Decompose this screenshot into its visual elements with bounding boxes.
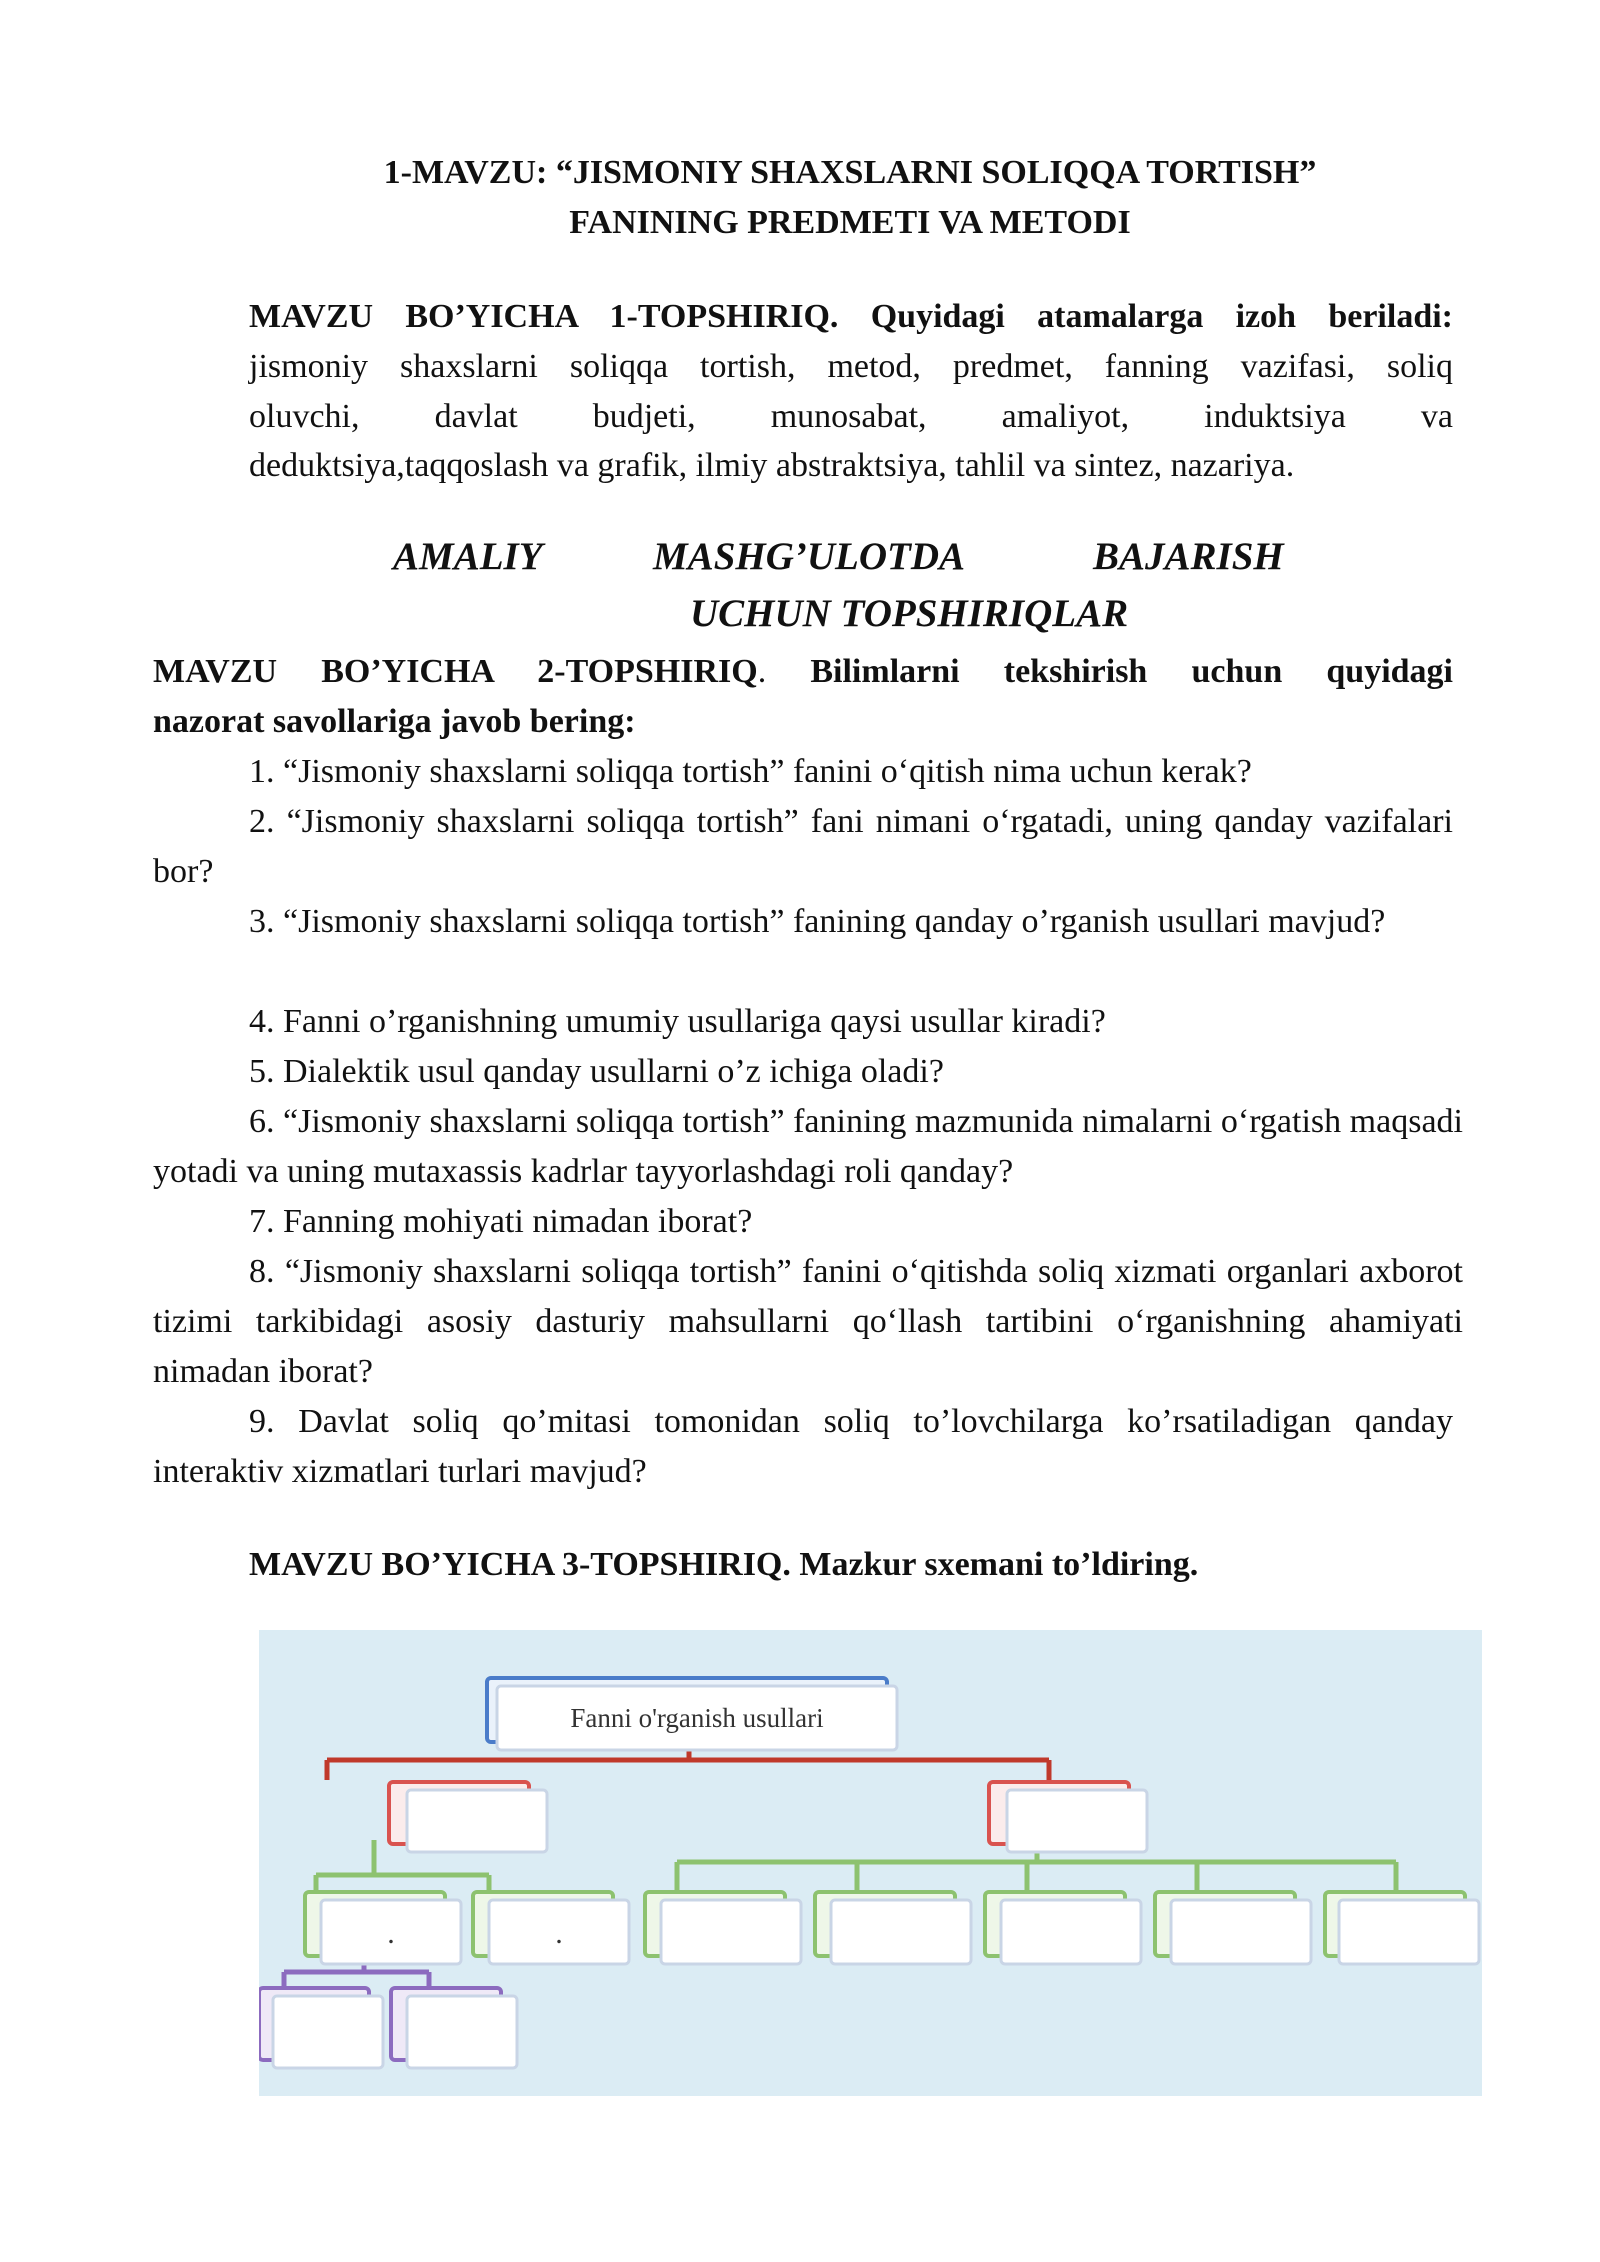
question-item: 4. Fanni o’rganishning umumiy usullariga qaysi usullar kiradi? <box>249 1003 1106 1040</box>
subheading-word-bajarish: BAJARISH <box>1093 535 1284 578</box>
question-item: 2. “Jismoniy shaxslarni soliqqa tortish” fani nimani o‘rgatadi, uning qanday vazifalari bor? <box>153 803 1453 890</box>
scheme-level3-box <box>391 1988 517 2068</box>
task1-terms-line-3: deduktsiya,taqqoslash va grafik, ilmiy abstraktsiya, tahlil va sintez, nazariya. <box>249 447 1295 485</box>
scheme-level2-box <box>1325 1892 1479 1964</box>
subheading-word-mashgulotda: MASHG’ULOTDA <box>653 535 966 578</box>
task3-heading: MAVZU BO’YICHA 3-TOPSHIRIQ. Mazkur sxemani to’ldiring. <box>249 1546 1199 1583</box>
scheme-level1-box-right <box>989 1782 1147 1852</box>
subheading-line-2: UCHUN TOPSHIRIQLAR <box>690 592 1129 635</box>
task2-heading-line-2: nazorat savollariga javob bering: <box>153 703 636 740</box>
scheme-root-label: Fanni o'rganish usullari <box>570 1703 824 1733</box>
question-item: 3. “Jismoniy shaxslarni soliqqa tortish” fanining qanday o’rganish usullari mavjud? <box>249 903 1386 940</box>
question-item: 7. Fanning mohiyati nimadan iborat? <box>249 1203 753 1240</box>
task1-heading: MAVZU BO’YICHA 1-TOPSHIRIQ. Quyidagi atamalarga izoh beriladi: <box>249 298 1453 335</box>
page-title-line-2: FANINING PREDMETI VA METODI <box>569 204 1131 241</box>
scheme-root-box <box>487 1678 897 1750</box>
subheading-word-amaliy: AMALIY <box>393 535 543 578</box>
question-item: 6. “Jismoniy shaxslarni soliqqa tortish” fanining mazmunida nimalarni o‘rgatish maqsadi yotadi va uning mutaxassis kadrlar tayyorlashdagi roli qanday? <box>153 1103 1463 1190</box>
task1-terms-line-2: oluvchi, davlat budjeti, munosabat, amaliyot, induktsiya va <box>249 397 1453 435</box>
task1-block <box>249 292 1453 491</box>
scheme-level2-box <box>1155 1892 1311 1964</box>
question-item: 1. “Jismoniy shaxslarni soliqqa tortish” fanini o‘qitish nima uchun kerak? <box>249 753 1252 790</box>
scheme-diagram <box>259 1630 1482 2096</box>
scheme-dot: . <box>387 1917 395 1950</box>
task1-terms-line-1: jismoniy shaxslarni soliqqa tortish, metod, predmet, fanning vazifasi, soliq <box>249 347 1453 385</box>
question-item: 9. Davlat soliq qo’mitasi tomonidan soliq to’lovchilarga ko’rsatiladigan qanday interaktiv xizmatlari turlari mavjud? <box>153 1403 1453 1490</box>
question-item: 5. Dialektik usul qanday usullarni o’z ichiga oladi? <box>249 1053 944 1090</box>
page-title-line-1: 1-MAVZU: “JISMONIY SHAXSLARNI SOLIQQA TORTISH” <box>383 154 1317 191</box>
scheme-level2-box <box>645 1892 801 1964</box>
scheme-level2-box <box>305 1892 461 1964</box>
scheme-level2-box <box>985 1892 1141 1964</box>
scheme-level1-box-left <box>389 1782 547 1852</box>
scheme-level3-box <box>259 1988 383 2068</box>
scheme-level2-box <box>473 1892 629 1964</box>
scheme-dot: . <box>555 1917 563 1950</box>
task2-heading: MAVZU BO’YICHA 2-TOPSHIRIQ. Bilimlarni tekshirish uchun quyidagi <box>153 653 1454 690</box>
scheme-level2-box <box>815 1892 971 1964</box>
question-item: 8. “Jismoniy shaxslarni soliqqa tortish” fanini o‘qitishda soliq xizmati organlari axborot tizimi tarkibidagi asosiy dasturiy mahsullarni qo‘llash tartibini o‘rganishning ahamiyati nimadan iborat? <box>153 1253 1463 1390</box>
